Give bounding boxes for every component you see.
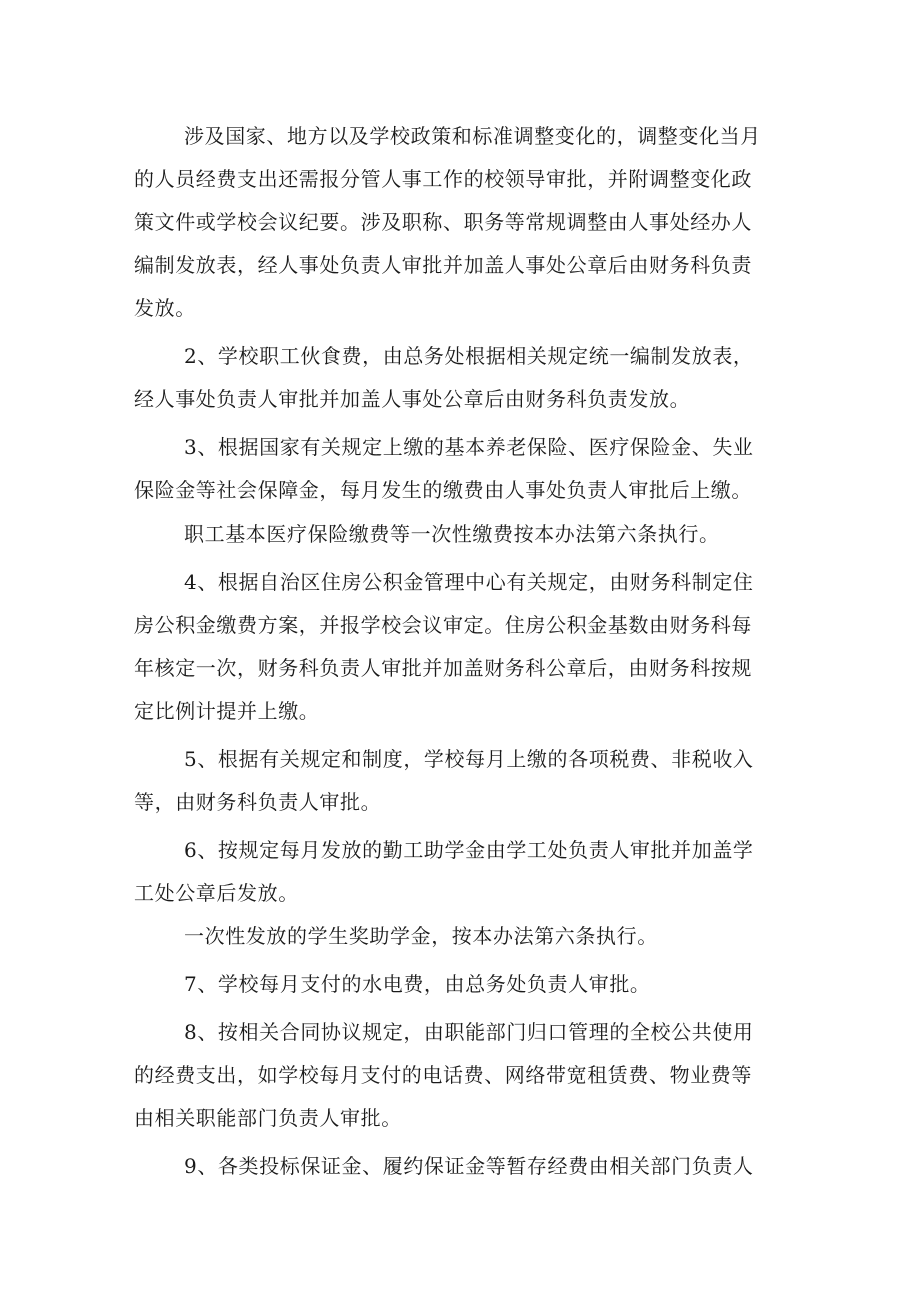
paragraph-line: 一次性发放的学生奖助学金，按本办法第六条执行。 bbox=[184, 924, 658, 948]
paragraph-line: 房公积金缴费方案，并报学校会议审定。住房公积金基数由财务科每 bbox=[134, 613, 752, 637]
paragraph-line: 的人员经费支出还需报分管人事工作的校领导审批，并附调整变化政 bbox=[134, 167, 752, 191]
paragraph-line: 保险金等社会保障金，每月发生的缴费由人事处负责人审批后上缴。 bbox=[134, 478, 752, 502]
paragraph-line: 3、根据国家有关规定上缴的基本养老保险、医疗保险金、失业 bbox=[184, 435, 754, 459]
paragraph-line: 5、根据有关规定和制度，学校每月上缴的各项税费、非税收入 bbox=[184, 747, 754, 771]
paragraph-line: 9、各类投标保证金、履约保证金等暂存经费由相关部门负责人 bbox=[184, 1154, 754, 1178]
paragraph-line: 定比例计提并上缴。 bbox=[134, 699, 320, 723]
paragraph-line: 等，由财务科负责人审批。 bbox=[134, 790, 382, 814]
paragraph-line: 编制发放表，经人事处负责人审批并加盖人事处公章后由财务科负责 bbox=[134, 253, 752, 277]
paragraph-line: 工处公章后发放。 bbox=[134, 881, 299, 905]
paragraph-line: 经人事处负责人审批并加盖人事处公章后由财务科负责发放。 bbox=[134, 387, 691, 411]
paragraph-line: 6、按规定每月发放的勤工助学金由学工处负责人审批并加盖学 bbox=[184, 838, 754, 862]
paragraph-line: 职工基本医疗保险缴费等一次性缴费按本办法第六条执行。 bbox=[184, 522, 720, 546]
paragraph-line: 策文件或学校会议纪要。涉及职称、职务等常规调整由人事处经办人 bbox=[134, 210, 752, 234]
paragraph-line: 4、根据自治区住房公积金管理中心有关规定，由财务科制定住 bbox=[184, 570, 754, 594]
paragraph-line: 年核定一次，财务科负责人审批并加盖财务科公章后，由财务科按规 bbox=[134, 656, 752, 680]
paragraph-line: 由相关职能部门负责人审批。 bbox=[134, 1106, 402, 1130]
paragraph-line: 2、学校职工伙食费，由总务处根据相关规定统一编制发放表， bbox=[184, 344, 754, 368]
paragraph-line: 的经费支出，如学校每月支付的电话费、网络带宽租赁费、物业费等 bbox=[134, 1063, 752, 1087]
paragraph-line: 7、学校每月支付的水电费，由总务处负责人审批。 bbox=[184, 972, 651, 996]
paragraph-line: 8、按相关合同协议规定，由职能部门归口管理的全校公共使用 bbox=[184, 1020, 754, 1044]
paragraph-line: 发放。 bbox=[134, 296, 196, 320]
paragraph-line: 涉及国家、地方以及学校政策和标准调整变化的，调整变化当月 bbox=[184, 124, 761, 148]
